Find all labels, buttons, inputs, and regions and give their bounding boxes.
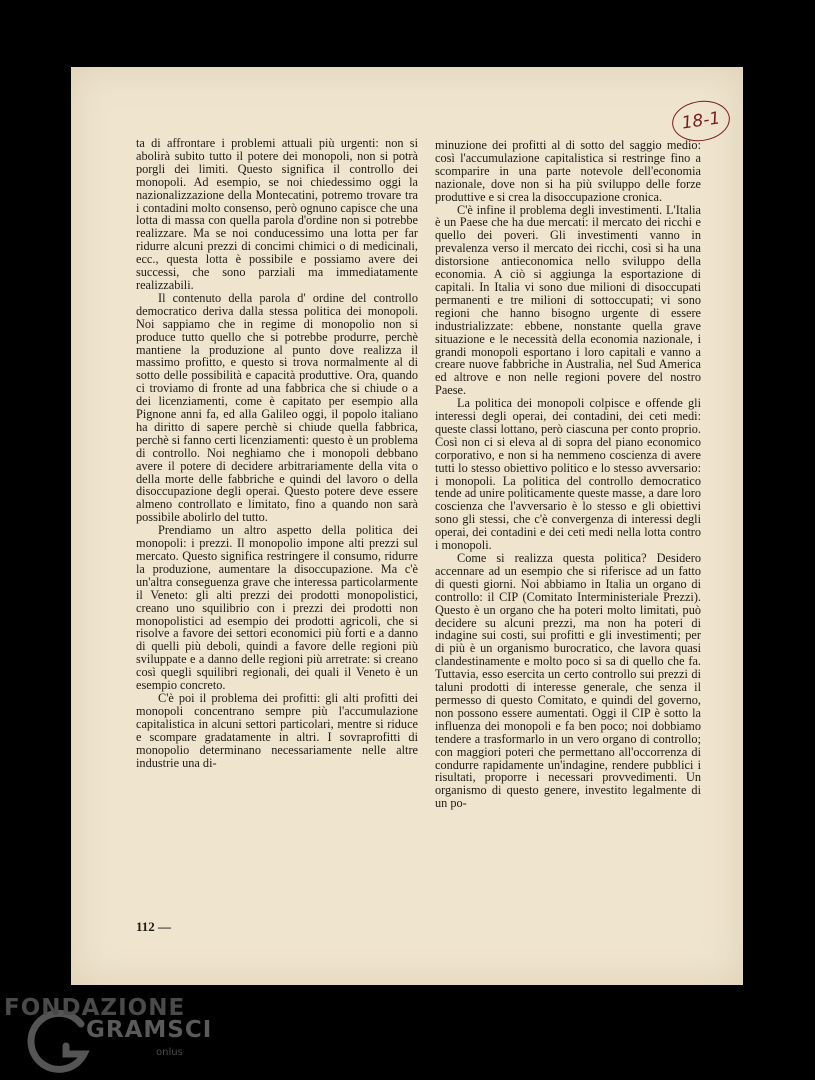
archive-stamp: 18-1 <box>669 97 732 145</box>
document-page <box>71 67 743 985</box>
right-column <box>435 139 701 810</box>
left-column <box>136 137 418 769</box>
paragraph: La politica dei monopoli colpisce e offende gli interessi degli operai, dei contadini, dei ceti medi: queste classi lottano, però ciascuna per conto proprio. Così non ci si eleva al di sopra del piano economico corporativo, e non si ha nemmeno coscienza di avere tutti lo stesso obiettivo politico e lo stesso avversario: i monopoli. La politica del controllo democratico tende ad unire politicamente queste masse, a dare loro coscienza che l'avversario è lo stesso e gli obiettivi sono gli stessi, che c'è convergenza di interessi degli operai, dei contadini e dei ceti medi nella lotta contro i monopoli. <box>435 396 701 553</box>
paragraph: Il contenuto della parola d' ordine del controllo democratico deriva dalla stessa politica dei monopoli. Noi sappiamo che in regime di monopolio non si produce tutto quello che si potrebbe produrre, perchè mantiene la produzione al punto dove realizza il massimo profitto, e questo si trova normalmente al di sotto delle possibilità e capacità produttive. Ora, quando ci troviamo di fronte ad una fabbrica che si chiude o a dei licenziamenti, come è capitato per esempio alla Pignone anni fa, ed alla Galileo oggi, il popolo italiano ha diritto di sapere perchè si chiude quella fabbrica, perchè si fanno certi licenziamenti: questo è un problema di controllo. Noi neghiamo che i monopoli debbano avere il potere di decidere arbitrariamente della vita o della morte delle fabbriche e quindi del lavoro o della disoccupazione degli operai. Questo potere deve essere almeno controllato e limitato, fino a quando non sarà possibile abolirlo del tutto. <box>136 290 418 525</box>
paragraph: minuzione dei profitti al di sotto del saggio medio: così l'accumulazione capitalistica si restringe fino a scomparire in una parte notevole dell'economia nazionale, dove non si ha più sviluppo delle forze produttive e si crea la disoccupazione cronica. <box>435 138 701 204</box>
paragraph: C'è infine il problema degli investimenti. L'Italia è un Paese che ha due mercati: il mercato dei ricchi e quello dei poveri. Gli investimenti vanno in prevalenza verso il mercato dei ricchi, così si ha una distorsione antieconomica nello sviluppo della economia. A ciò si aggiunga la esportazione di capitali. In Italia vi sono due milioni di disoccupati permanenti e tre milioni di sottoccupati; vi sono regioni che hanno bisogno urgente di essere industrializzate: ebbene, nonstante quella grave situazione e le necessità della economia nazionale, i grandi monopoli esportano i loro capitali e vanno a creare nuove fabbriche in Australia, nel Sud America ed altrove e non nelle regioni povere del nostro Paese. <box>435 202 701 398</box>
fondazione-gramsci-watermark <box>0 990 230 1080</box>
paragraph: C'è poi il problema dei profitti: gli alti profitti dei monopoli concentrano sempre più l'accumulazione capitalistica in alcuni settori particolari, mentre si riduce e scompare gradatamente in altri. I sovraprofitti di monopolio determinano necessariamente nelle altre industrie una di- <box>136 690 418 770</box>
watermark-line2: GRAMSCI <box>86 1017 213 1043</box>
paragraph: Prendiamo un altro aspetto della politica dei monopoli: i prezzi. Il monopolio impone alti prezzi sul mercato. Questo significa restringere il consumo, ridurre la produzione, aumentare la disoccupazione. Ma c'è un'altra conseguenza grave che interessa particolarmente il Veneto: gli alti prezzi dei prodotti monopolistici, creano uno squilibrio con i prezzi dei prodotti non monopolistici ad esempio dei prodotti agricoli, che si risolve a favore dei settori economici più forti e a danno di quelli più deboli, quindi a favore delle regioni più sviluppate e a danno delle regioni più arretrate: si creano così quegli squilibri regionali, dei quali il Veneto è un esempio concreto. <box>136 523 418 693</box>
paragraph: ta di affrontare i problemi attuali più urgenti: non si abolirà subito tutto il potere dei monopoli, non si potrà porgli dei limiti. Questo significa il controllo dei monopoli. Ad esempio, se noi chiedessimo oggi la nazionalizzazione della Montecatini, potremo trovare tra i contadini molto consenso, però ognuno capisce che una lotta di massa con quella parola d'ordine non si potrebbe realizzare. Ma se noi conducessimo una lotta per far ridurre alcuni prezzi di concimi chimici o di medicinali, ecc., questa lotta è possibile e possiamo avere dei successi, che sono parziali ma immediatamente realizzabili. <box>136 136 418 292</box>
watermark-line3: onlus <box>156 1047 183 1058</box>
watermark-line1: FONDAZIONE <box>4 995 186 1021</box>
page-number: 112 — <box>136 919 172 934</box>
paragraph: Come si realizza questa politica? Desidero accennare ad un esempio che si riferisce ad un fatto di questi giorni. Noi abbiamo in Italia un organo di controllo: il CIP (Comitato Interministeriale Prezzi). Questo è un organo che ha poteri molto limitati, può decidere su alcuni prezzi, ma non ha poteri di indagine sui costi, sui profitti e gli investimenti; per di più è un organismo burocratico, che lavora quasi clandestinamente e molto poco si sa di quello che fa. Tuttavia, esso esercita un certo controllo sui prezzi di taluni prodotti di interesse generale, che senza il permesso di questo Comitato, e quindi del governo, non possono essere aumentati. Oggi il CIP è sotto la influenza dei monopoli e fa ben poco; noi dobbiamo tendere a trasformarlo in un vero organo di controllo; con maggiori poteri che permettano all'occorrenza di condurre rapidamente un'indagine, rendere pubblici i risultati, proporre i necessari provvedimenti. Un organismo di questo genere, investito legalmente di un po- <box>435 551 701 811</box>
